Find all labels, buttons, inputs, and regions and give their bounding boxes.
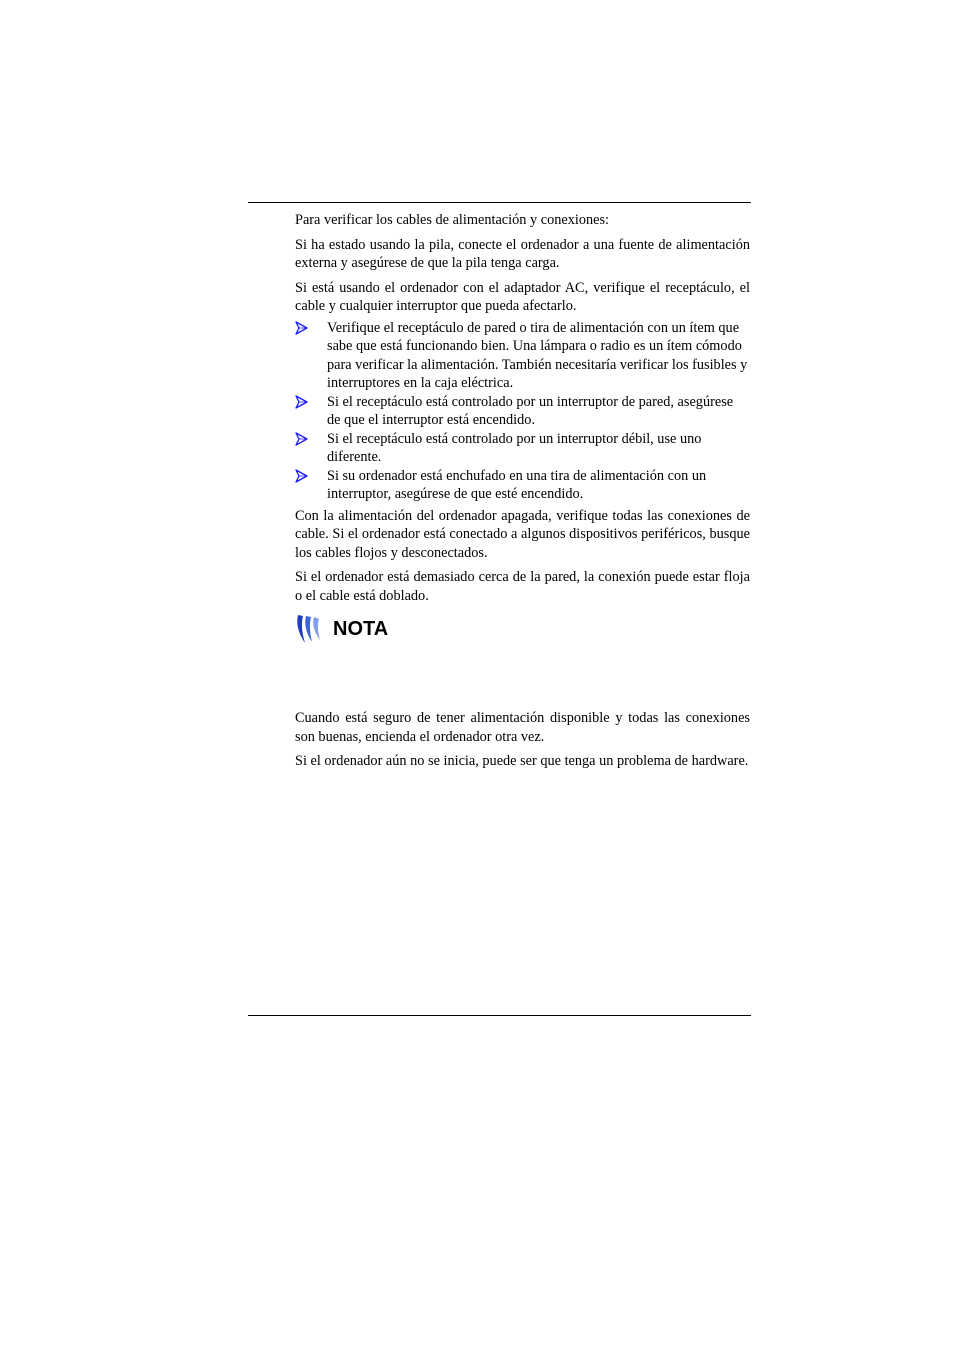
check-list [295,319,750,504]
list-item [295,467,750,504]
paragraph-battery: Si ha estado usando la pila, conecte el ordenador a una fuente de alimentación externa y asegúrese de que la pila tenga carga. [295,236,750,271]
list-item-text: Si el receptáculo está controlado por un interruptor débil, use uno diferente. [327,430,702,465]
arrowhead-bullet-icon [295,469,308,483]
paragraph-cables-off: Con la alimentación del ordenador apagada, verifique todas las conexiones de cable. Si el ordenador está conectado a algunos dispositivos periféricos, busque los cables flojos y desconectados. [295,507,750,561]
paragraph-power-on: Cuando está seguro de tener alimentación disponible y todas las conexiones son buenas, encienda el ordenador otra vez. [295,710,750,745]
list-item-text: Si su ordenador está enchufado en una tira de alimentación con un interruptor, asegúrese de que esté encendido. [327,467,707,502]
note-callout [295,611,750,647]
intro-paragraph: Para verificar los cables de alimentación y conexiones: [295,212,610,228]
paragraph-wall-distance: Si el ordenador está demasiado cerca de la pared, la conexión puede estar floja o el cable está doblado. [295,569,750,604]
list-item [295,393,750,430]
list-item [295,319,750,393]
note-label: NOTA [333,617,389,640]
list-item-text: Verifique el receptáculo de pared o tira de alimentación con un ítem que sabe que está funcionando bien. Una lámpara o radio es un ítem cómodo para verificar la alimentación. También necesitaría verificar los fusibles y interruptores en la caja eléctrica. [327,319,748,391]
list-item [295,430,750,467]
arrowhead-bullet-icon [295,432,308,446]
footer-rule [248,1015,751,1016]
page-content [295,211,750,777]
list-item-text: Si el receptáculo está controlado por un interruptor de pared, asegúrese de que el interruptor está encendido. [327,393,734,428]
paragraph-hardware-problem: Si el ordenador aún no se inicia, puede ser que tenga un problema de hardware. [295,753,749,769]
note-icon [295,613,323,645]
header-rule [248,202,751,203]
arrowhead-bullet-icon [295,395,308,409]
paragraph-ac-adapter: Si está usando el ordenador con el adaptador AC, verifique el receptáculo, el cable y cualquier interruptor que pueda afectarlo. [295,279,750,314]
arrowhead-bullet-icon [295,321,308,335]
